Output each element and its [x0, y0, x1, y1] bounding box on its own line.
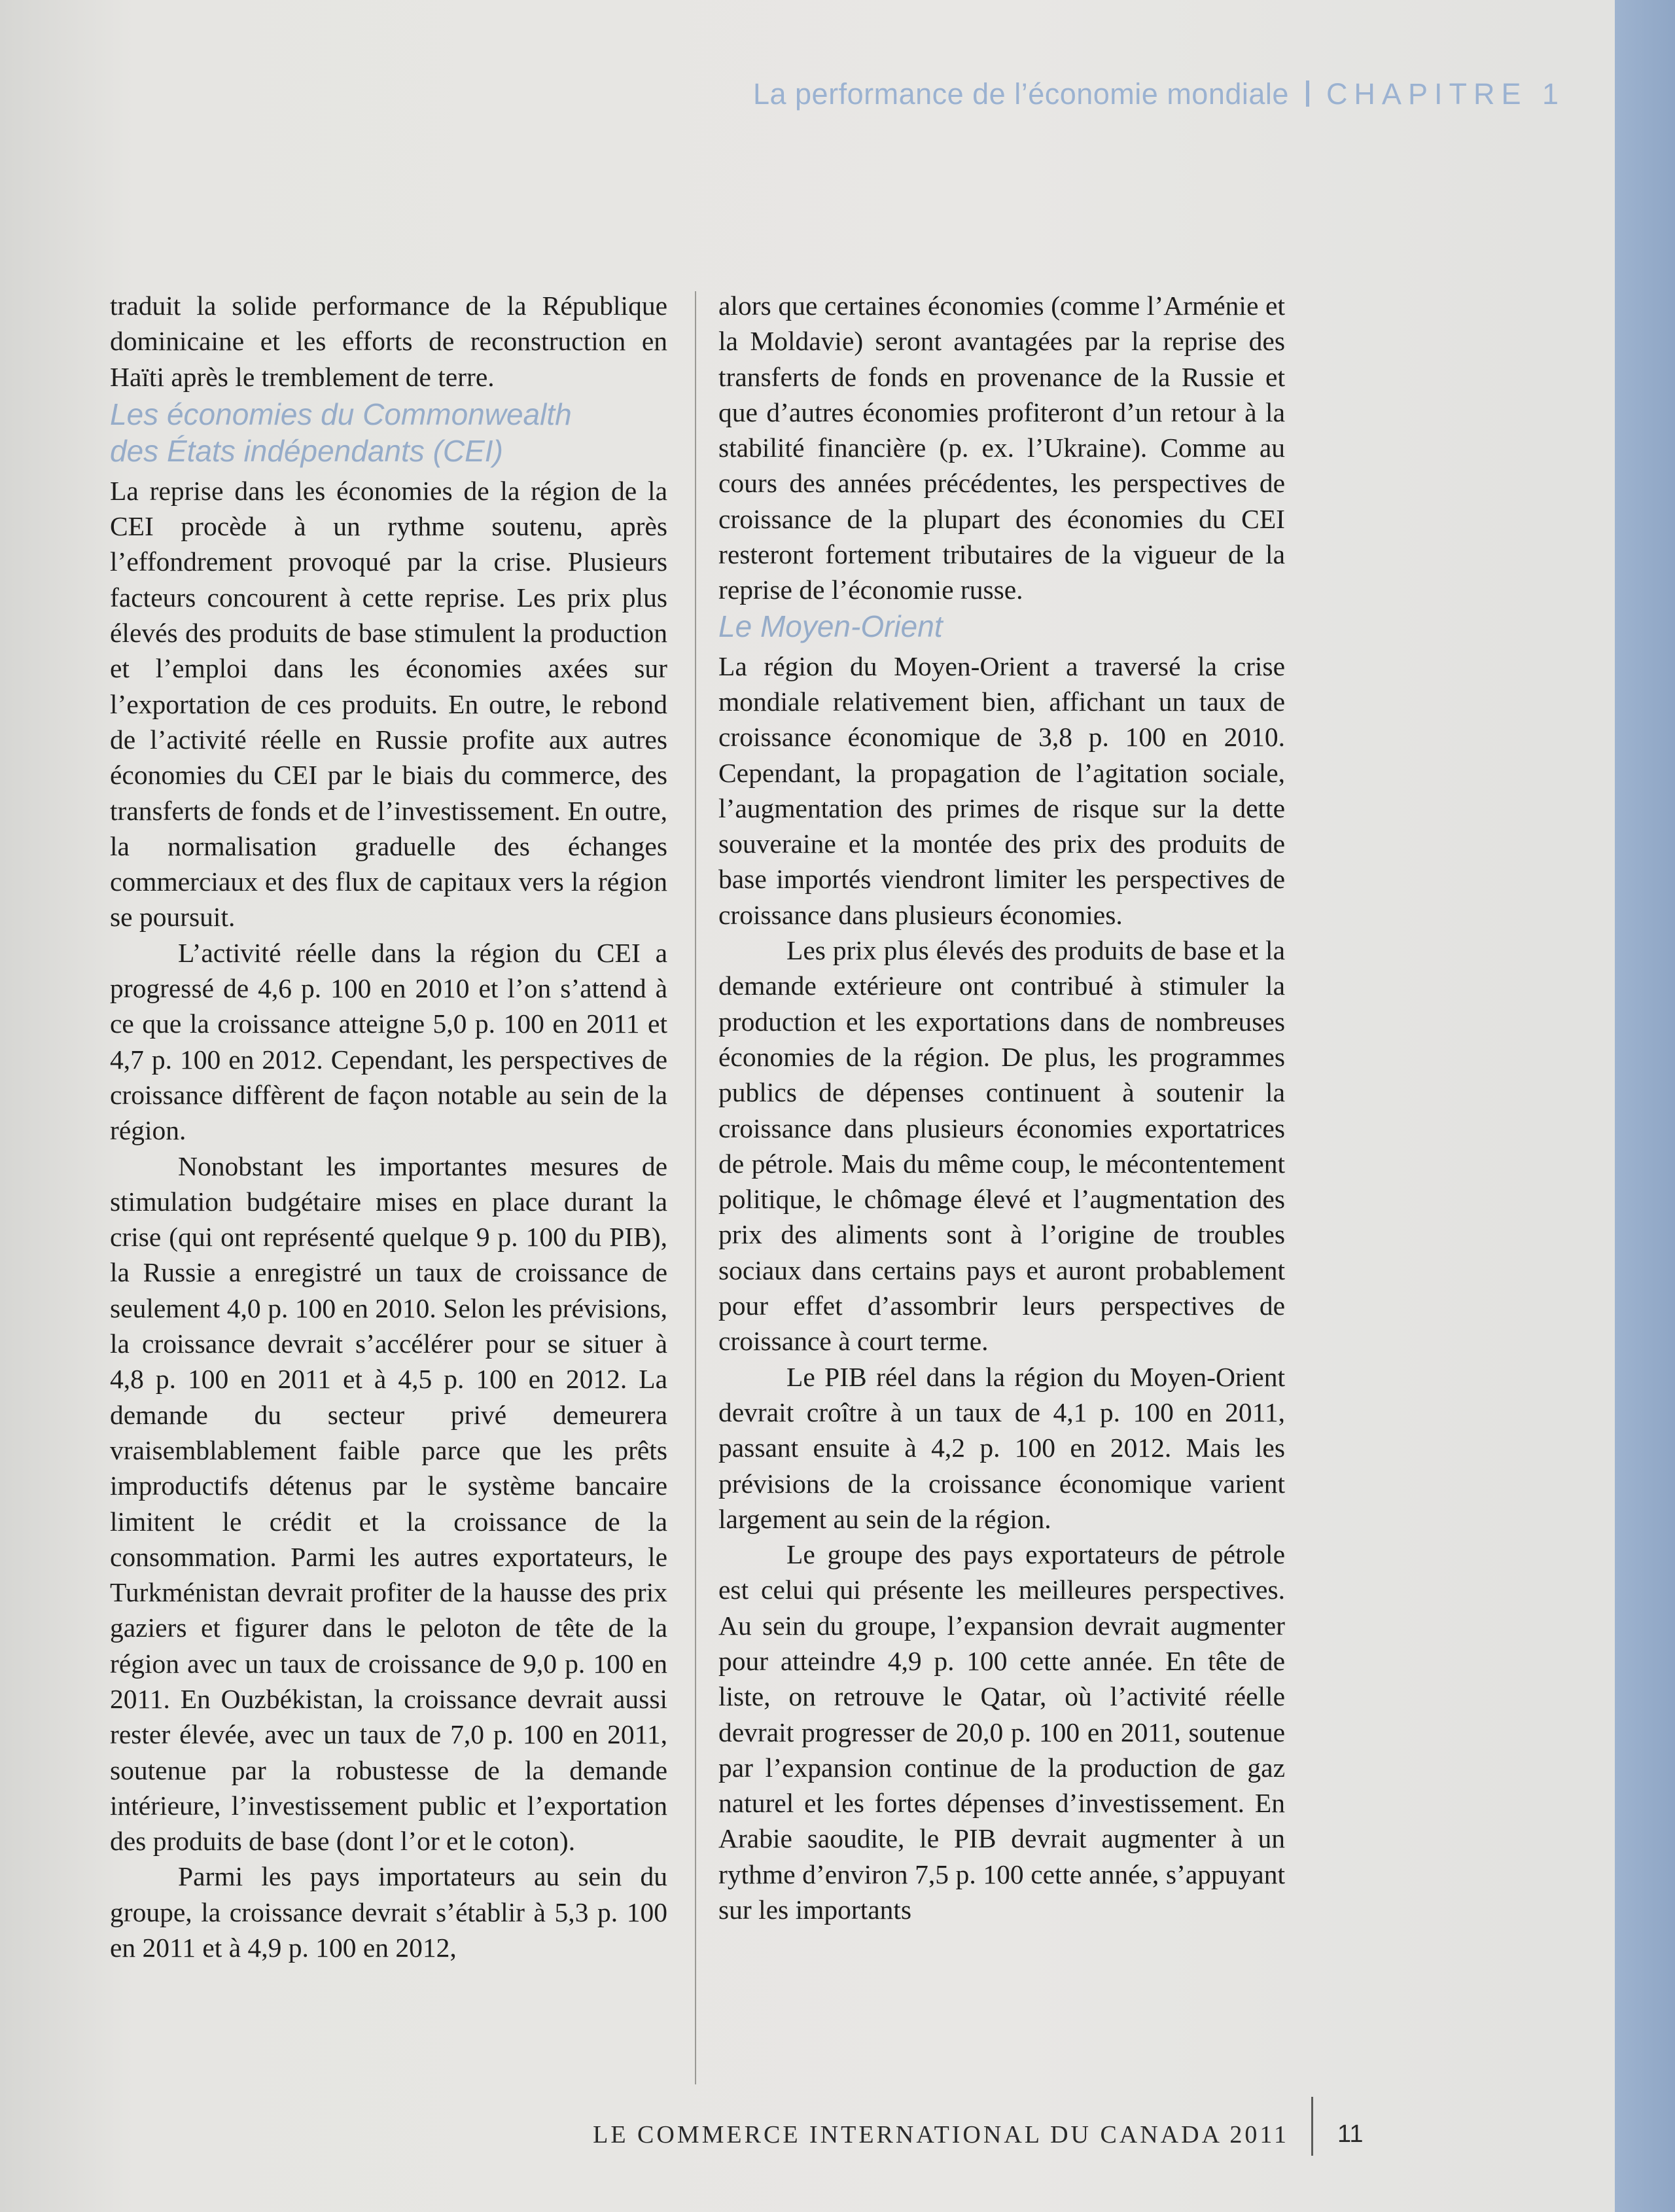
- section-heading-moyen-orient: Le Moyen-Orient: [718, 609, 943, 643]
- running-footer: LE COMMERCE INTERNATIONAL DU CANADA 2011: [593, 2121, 1289, 2149]
- paragraph: traduit la solide performance de la République dominicaine et les efforts de reconstruction en Haïti après le tremblement de terre.: [110, 291, 667, 392]
- running-header: [753, 77, 1565, 111]
- footer-separator: [1311, 2097, 1313, 2156]
- section-heading-cei: [110, 396, 667, 469]
- column-divider: [695, 291, 696, 2084]
- paragraph: Le groupe des pays exportateurs de pétrole est celui qui présente les meilleures perspectives. Au sein du groupe, l’expansion devrait augmenter pour atteindre 4,9 p. 100 cette année. En tête de liste, on retrouve le Qatar, où l’activité réelle devrait progresser de 20,0 p. 100 en 2011, soutenue par l’expansion continue de la production de gaz naturel et les fortes dépenses d’investissement. En Arabie saoudite, le PIB devrait augmenter à un rythme d’environ 7,5 p. 100 cette année, s’appuyant sur les importants: [718, 1539, 1285, 1925]
- header-chapter: CHAPITRE 1: [1326, 77, 1565, 111]
- page-edge-color-band: [1615, 0, 1675, 2212]
- paragraph: L’activité réelle dans la région du CEI a progressé de 4,6 p. 100 en 2010 et l’on s’attend à ce que la croissance atteigne 5,0 p. 100 en 2011 et 4,7 p. 100 en 2012. Cependant, les perspectives de croissance diffèrent de façon notable au sein de la région.: [110, 937, 667, 1146]
- paragraph: Le PIB réel dans la région du Moyen-Orient devrait croître à un taux de 4,1 p. 100 en 2011, passant ensuite à 4,2 p. 100 en 2012. Mais les prévisions de la croissance économique varient largement au sein de la région.: [718, 1361, 1285, 1534]
- paragraph: La reprise dans les économies de la région de la CEI procède à un rythme soutenu, après l’effondrement provoqué par la crise. Plusieurs facteurs concourent à cette reprise. Les prix plus élevés des produits de base stimulent la production et l’emploi dans les économies axées sur l’exportation de ces produits. En outre, le rebond de l’activité réelle en Russie profite aux autres économies du CEI par le biais du commerce, des transferts de fonds et de l’investissement. En outre, la normalisation graduelle des échanges commerciaux et des flux de capitaux vers la région se poursuit.: [110, 475, 667, 933]
- paragraph: Les prix plus élevés des produits de base et la demande extérieure ont contribué à stimuler la production et les exportations dans de nombreuses économies de la région. De plus, les programmes publics de dépenses continuent à soutenir la croissance dans plusieurs économies exportatrices de pétrole. Mais du même coup, le mécontentement politique, le chômage élevé et l’augmentation des prix des aliments sont à l’origine de troubles sociaux dans certains pays et auront probablement pour effet d’assombrir leurs perspectives de croissance à court terme.: [718, 935, 1285, 1357]
- paragraph: Parmi les pays importateurs au sein du groupe, la croissance devrait s’établir à 5,3 p. 100 en 2011 et à 4,9 p. 100 en 2012,: [110, 1861, 667, 1963]
- paragraph: alors que certaines économies (comme l’Arménie et la Moldavie) seront avantagées par la reprise des transferts de fonds en provenance de la Russie et que d’autres économies profiteront d’un retour à la stabilité financière (p. ex. l’Ukraine). Comme au cours des années précédentes, les perspectives de croissance de la plupart des économies du CEI resteront fortement tributaires de la vigueur de la reprise de l’économie russe.: [718, 291, 1285, 605]
- header-separator: [1306, 80, 1309, 107]
- right-column: [718, 288, 1285, 1927]
- paragraph: La région du Moyen-Orient a traversé la crise mondiale relativement bien, affichant un taux de croissance économique de 3,8 p. 100 en 2010. Cependant, la propagation de l’agitation sociale, l’augmentation des primes de risque sur la dette souveraine et la montée des prix des produits de base importés viendront limiter les perspectives de croissance dans plusieurs économies.: [718, 651, 1285, 930]
- paragraph: Nonobstant les importantes mesures de stimulation budgétaire mises en place durant la crise (qui ont représenté quelque 9 p. 100 du PIB), la Russie a enregistré un taux de croissance de seulement 4,0 p. 100 en 2010. Selon les prévisions, la croissance devrait s’accélérer pour se situer à 4,8 p. 100 en 2011 et à 4,5 p. 100 en 2012. La demande du secteur privé demeurera vraisemblablement faible parce que les prêts improductifs détenus par le système bancaire limitent le crédit et la croissance de la consommation. Parmi les autres exportateurs, le Turkménistan devrait profiter de la hausse des prix gaziers et figurer dans le peloton de tête de la région avec un taux de croissance de 9,0 p. 100 en 2011. En Ouzbékistan, la croissance devrait aussi rester élevée, avec un taux de 7,0 p. 100 en 2011, soutenue par la robustesse de la demande intérieure, l’investissement public et l’exportation des produits de base (dont l’or et le coton).: [110, 1151, 667, 1857]
- header-title: La performance de l’économie mondiale: [752, 77, 1289, 111]
- heading-line: Les économies du Commonwealth: [110, 397, 572, 431]
- page-number: 11: [1337, 2120, 1364, 2148]
- left-column: [110, 288, 667, 1965]
- heading-line: des États indépendants (CEI): [110, 433, 503, 468]
